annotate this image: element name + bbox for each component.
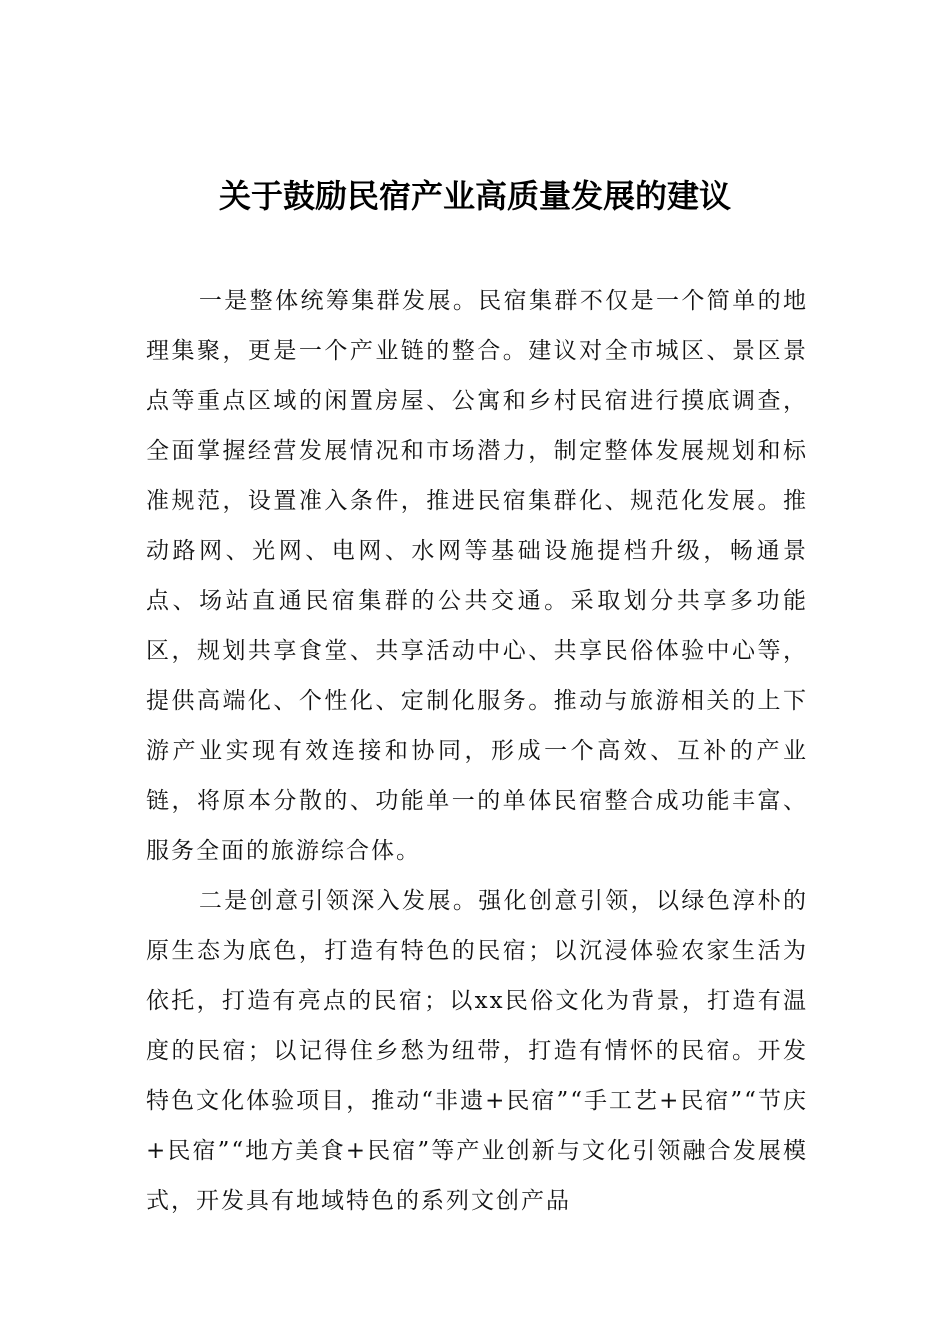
paragraph-2: 二是创意引领深入发展。强化创意引领，以绿色淳朴的原生态为底色，打造有特色的民宿；以沉浸体验农家生活为依托，打造有亮点的民宿；以xx民俗文化为背景，打造有温度的民宿；以记得住乡愁为纽带，打造有情怀的民宿。开发特色文化体验项目，推动“非遗+民宿”“手工艺+民宿”“节庆+民宿”“地方美食+民宿”等产业创新与文化引领融合发展模式，开发具有地域特色的系列文创产品 bbox=[146, 888, 808, 1214]
document-body bbox=[146, 276, 808, 1226]
document-title: 关于鼓励民宿产业高质量发展的建议 bbox=[218, 177, 731, 215]
paragraph-1: 一是整体统筹集群发展。民宿集群不仅是一个简单的地理集聚，更是一个产业链的整合。建议对全市城区、景区景点等重点区域的闲置房屋、公寓和乡村民宿进行摸底调查，全面掌握经营发展情况和市场潜力，制定整体发展规划和标准规范，设置准入条件，推进民宿集群化、规范化发展。推动路网、光网、电网、水网等基础设施提档升级，畅通景点、场站直通民宿集群的公共交通。采取划分共享多功能区，规划共享食堂、共享活动中心、共享民俗体验中心等，提供高端化、个性化、定制化服务。推动与旅游相关的上下游产业实现有效连接和协同，形成一个高效、互补的产业链，将原本分散的、功能单一的单体民宿整合成功能丰富、服务全面的旅游综合体。 bbox=[146, 288, 808, 864]
